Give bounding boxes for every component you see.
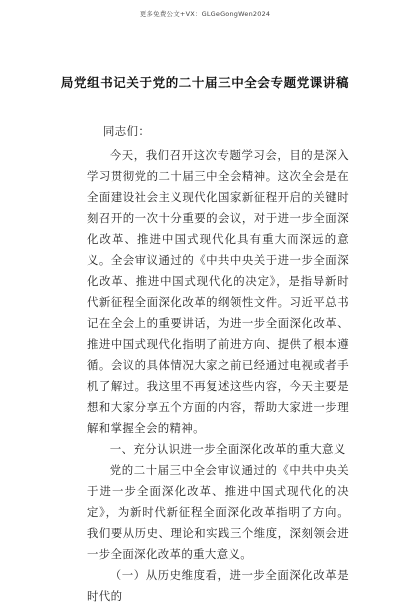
greeting: 同志们： — [103, 124, 151, 138]
section-heading-1: 一、充分认识进一步全面深化改革的重大意义 — [109, 442, 346, 456]
document-body — [87, 121, 349, 607]
paragraph-intro: 今天，我们召开这次专题学习会，目的是深入学习贯彻党的二十届三中全会精神。这次全会是在全面建设社会主义现代化国家新征程开启的关键时刻召开的一次十分重要的会议，对于进一步全面深化改革、推进中国式现代化具有重大而深远的意义。全会审议通过的《中共中央关于进一步全面深化改革、推进中国式现代化的决定》，是指导新时代新征程全面深化改革的纲领性文件。习近平总书记在全会上的重要讲话，为进一步全面深化改革、推进中国式现代化指明了前进方向、提供了根本遵循。会议的具体情况大家之前已经通过电视或者手机了解过。我这里不再复述这些内容，今天主要是想和大家分享五个方面的内容，帮助大家进一步理解和掌握全会的精神。 — [87, 148, 349, 435]
header-note: 更多免费公文+VX：GLGeGongWen2024 — [139, 10, 271, 18]
paragraph-section-1: 党的二十届三中全会审议通过的《中共中央关于进一步全面深化改革、推进中国式现代化的决定》，为新时代新征程全面深化改革指明了方向。我们要从历史、理论和实践三个维度，深刻领会进一步全面深化改革的重大意义。 — [87, 463, 349, 561]
paragraph-subsection-1: （一）从历史维度看，进一步全面深化改革是时代的 — [87, 568, 349, 603]
document-title: 局党组书记关于党的二十届三中全会专题党课讲稿 — [60, 75, 350, 90]
